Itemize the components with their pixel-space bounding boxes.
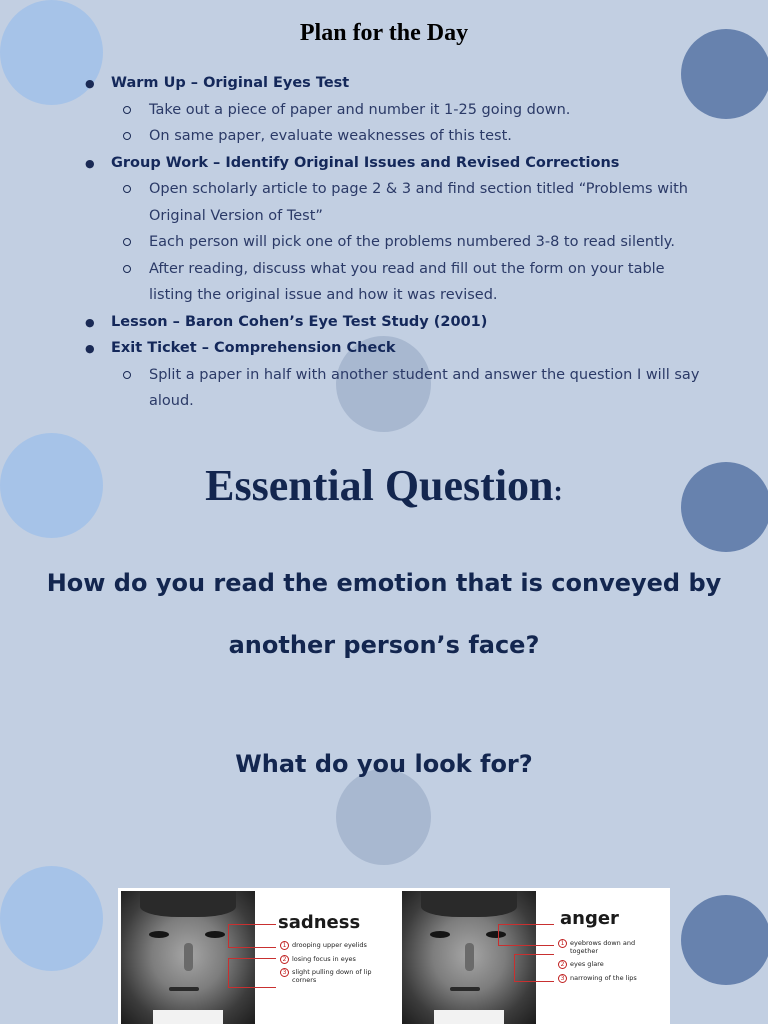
- annotation-bracket: [228, 958, 276, 988]
- note-number: 2: [280, 955, 289, 964]
- emotion-label-sadness: sadness: [278, 912, 361, 933]
- sub-item: Open scholarly article to page 2 & 3 and find section titled “Problems with Original Version of Test”: [149, 176, 705, 229]
- anger-notes: [558, 940, 662, 988]
- plan-item-group-work: [85, 150, 705, 309]
- essential-question-colon: :: [553, 476, 563, 507]
- plan-item-lesson: [85, 309, 705, 336]
- sub-list: [111, 362, 705, 415]
- sub-item: On same paper, evaluate weaknesses of this test.: [149, 123, 705, 150]
- sub-item: After reading, discuss what you read and fill out the form on your table listing the original issue and how it was revised.: [149, 256, 705, 309]
- annotation-bracket: [514, 954, 554, 982]
- note-number: 1: [280, 941, 289, 950]
- plan-item-label: ● Lesson – Baron Cohen’s Eye Test Study (2001): [111, 313, 488, 330]
- note-item: [280, 956, 380, 964]
- emotion-label-anger: anger: [560, 908, 619, 929]
- note-text: drooping upper eyelids: [292, 941, 367, 949]
- sadness-notes: [280, 942, 380, 990]
- sub-item: Each person will pick one of the problems numbered 3-8 to read silently.: [149, 229, 705, 256]
- essential-question-text: How do you read the emotion that is conveyed by another person’s face?: [46, 569, 722, 659]
- sub-item: Split a paper in half with another student and answer the question I will say aloud.: [149, 362, 705, 415]
- plan-list: [85, 70, 705, 415]
- note-item: [280, 969, 380, 984]
- decorative-circle: [336, 769, 431, 865]
- note-text: narrowing of the lips: [570, 973, 637, 982]
- note-text: eyebrows down and together: [570, 939, 636, 955]
- sub-list: [111, 176, 705, 309]
- decorative-circle: [0, 866, 103, 971]
- decorative-circle: [681, 895, 768, 985]
- essential-question-title: [0, 460, 768, 511]
- emotion-faces-image: [118, 888, 670, 1024]
- note-item: [558, 940, 662, 955]
- plan-item-label: ● Group Work – Identify Original Issues and Revised Corrections: [111, 154, 620, 171]
- note-number: 2: [558, 960, 567, 969]
- annotation-bracket: [498, 924, 554, 946]
- sub-list: [111, 97, 705, 150]
- essential-question-followup: What do you look for?: [235, 750, 533, 778]
- note-item: [558, 961, 662, 969]
- note-item: [280, 942, 380, 950]
- sub-item: Take out a piece of paper and number it 1-25 going down.: [149, 97, 705, 124]
- note-text: slight pulling down of lip corners: [292, 968, 372, 984]
- note-number: 1: [558, 939, 567, 948]
- note-number: 3: [280, 968, 289, 977]
- note-number: 3: [558, 974, 567, 983]
- plan-item-warm-up: [85, 70, 705, 150]
- essential-question-title-text: Essential Question: [205, 461, 554, 510]
- note-item: [558, 975, 662, 983]
- note-text: eyes glare: [570, 960, 604, 968]
- plan-title: Plan for the Day: [299, 20, 469, 46]
- annotation-bracket: [228, 924, 276, 948]
- note-text: losing focus in eyes: [292, 954, 356, 963]
- plan-item-label: ● Exit Ticket – Comprehension Check: [111, 340, 396, 356]
- plan-item-exit-ticket: [85, 335, 705, 415]
- plan-item-label: ● Warm Up – Original Eyes Test: [111, 75, 350, 91]
